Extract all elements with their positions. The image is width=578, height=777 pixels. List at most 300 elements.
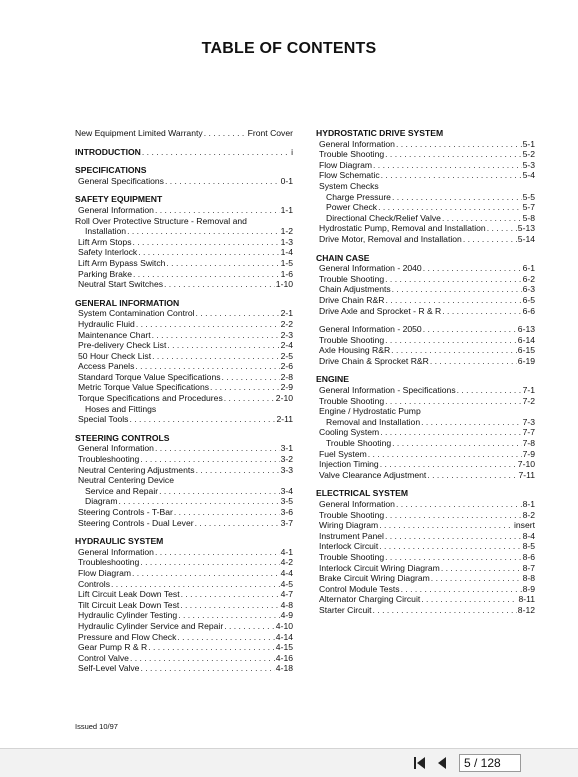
- toc-entry[interactable]: [316, 470, 535, 481]
- toc-entry[interactable]: [75, 653, 293, 664]
- toc-entry[interactable]: [75, 507, 293, 518]
- first-page-icon-glyph: [412, 755, 428, 771]
- toc-entry[interactable]: [316, 459, 535, 470]
- toc-entry-page: 4-1: [280, 546, 293, 557]
- toc-entry-title: Valve Clearance Adjustment: [319, 469, 427, 480]
- toc-entry-title: Hydraulic Cylinder Service and Repair: [78, 620, 224, 631]
- toc-entry-page: 7-3: [522, 416, 535, 427]
- dot-leader: [130, 653, 275, 664]
- first-page-icon[interactable]: [412, 755, 428, 771]
- toc-entry-title: General Information - 2040: [319, 263, 422, 274]
- toc-entry-title: Starter Circuit: [319, 604, 372, 615]
- toc-entry-title: Maintenance Chart: [78, 329, 151, 340]
- dot-leader: [165, 176, 280, 187]
- toc-entry-title: Hydrostatic Pump, Removal and Installation: [319, 223, 486, 234]
- toc-entry[interactable]: [316, 541, 535, 552]
- toc-entry[interactable]: [316, 234, 535, 245]
- toc-entry[interactable]: [75, 269, 293, 280]
- dot-leader: [430, 356, 517, 367]
- toc-entry-title: Control Module Tests: [319, 583, 400, 594]
- toc-entry-title: Fuel System: [319, 448, 367, 459]
- toc-entry-title: Steering Controls - T-Bar: [78, 507, 173, 517]
- toc-entry[interactable]: [75, 393, 293, 404]
- dot-leader: [127, 226, 279, 237]
- toc-entry-title: Torque Specifications and Procedures: [78, 393, 223, 404]
- toc-entry-page: 5-2: [522, 149, 535, 160]
- toc-entry[interactable]: [75, 330, 293, 341]
- dot-leader: [133, 269, 280, 280]
- toc-entry-page: 8-2: [522, 509, 535, 520]
- dot-leader: [385, 274, 521, 285]
- toc-entry-page: 4-14: [275, 631, 293, 642]
- toc-entry-title: Gear Pump R & R: [78, 642, 148, 653]
- toc-entry-page: 4-4: [280, 567, 293, 578]
- dot-leader: [133, 237, 280, 248]
- dot-leader: [224, 621, 275, 632]
- toc-entry-title: 50 Hour Check List: [78, 350, 152, 361]
- toc-entry-title: Power Check: [326, 202, 378, 213]
- dot-leader: [118, 496, 279, 507]
- dot-leader: [392, 438, 521, 449]
- toc-entry-title: Brake Circuit Wiring Diagram: [319, 573, 430, 584]
- toc-entry[interactable]: [316, 335, 535, 346]
- toc-entry-page: 1-1: [280, 204, 293, 215]
- toc-entry[interactable]: [75, 465, 293, 476]
- dot-leader: [385, 295, 521, 306]
- toc-entry[interactable]: [75, 632, 293, 643]
- toc-entry-page: Front Cover: [247, 128, 293, 138]
- toc-entry[interactable]: [316, 510, 535, 521]
- toc-entry[interactable]: [75, 226, 293, 237]
- toc-entry-title: Injection Timing: [319, 459, 379, 470]
- toc-entry-page: 4-7: [280, 589, 293, 600]
- toc-entry[interactable]: [75, 247, 293, 258]
- toc-entry[interactable]: [75, 340, 293, 351]
- section-heading: CHAIN CASE: [316, 252, 370, 263]
- toc-entry[interactable]: [316, 396, 535, 407]
- section-heading: STEERING CONTROLS: [75, 432, 170, 443]
- dot-leader: [385, 552, 521, 563]
- toc-entry[interactable]: [75, 128, 293, 139]
- toc-entry[interactable]: [316, 263, 535, 274]
- toc-entry[interactable]: [75, 176, 293, 187]
- toc-entry-title: Cooling System: [319, 427, 380, 438]
- toc-entry-page: 2-5: [280, 350, 293, 361]
- toc-entry[interactable]: [316, 449, 535, 460]
- viewer-toolbar: [0, 748, 578, 777]
- toc-entry[interactable]: [75, 414, 293, 425]
- toc-entry-page: 7-7: [522, 427, 535, 438]
- dot-leader: [391, 345, 517, 356]
- toc-entry-page: i: [291, 146, 293, 157]
- toc-entry-page: 8-9: [522, 583, 535, 594]
- dot-leader: [392, 284, 522, 295]
- toc-entry[interactable]: [75, 382, 293, 393]
- toc-entry[interactable]: [316, 345, 535, 356]
- dot-leader: [178, 610, 279, 621]
- toc-right-column: [316, 128, 535, 616]
- dot-leader: [166, 258, 279, 269]
- toc-entry-title: Trouble Shooting: [319, 334, 385, 345]
- dot-leader: [427, 470, 517, 481]
- dot-leader: [423, 324, 517, 335]
- section-heading: HYDROSTATIC DRIVE SYSTEM: [316, 128, 444, 138]
- dot-leader: [196, 308, 280, 319]
- toc-entry[interactable]: [75, 279, 293, 290]
- toc-entry[interactable]: [316, 552, 535, 563]
- toc-entry[interactable]: [316, 356, 535, 367]
- dot-leader: [379, 520, 513, 531]
- toc-entry-page: 5-7: [522, 202, 535, 213]
- dot-leader: [441, 563, 522, 574]
- toc-entry-page: 5-14: [517, 233, 535, 244]
- toc-entry-title: Parking Brake: [78, 268, 132, 279]
- dot-leader: [385, 510, 521, 521]
- toc-entry[interactable]: [316, 563, 535, 574]
- toc-entry-page: 7-10: [517, 459, 535, 470]
- section-gap: [316, 366, 535, 374]
- toc-entry-title: Diagram: [85, 496, 118, 507]
- dot-leader: [204, 128, 247, 139]
- toc-entry-page: 3-3: [280, 464, 293, 475]
- toc-entry-page: 2-10: [275, 393, 293, 404]
- dot-leader: [487, 223, 517, 234]
- dot-leader: [378, 202, 521, 213]
- toc-entry[interactable]: [316, 202, 535, 213]
- toc-entry-title: Directional Check/Relief Valve: [326, 212, 441, 223]
- page-number-input[interactable]: 5 / 128: [459, 754, 521, 772]
- dot-leader: [423, 263, 522, 274]
- toc-entry-page: 1-5: [280, 257, 293, 268]
- toc-entry[interactable]: [316, 139, 535, 150]
- toc-entry-title: Drive Chain & Sprocket R&R: [319, 355, 429, 366]
- dot-leader: [373, 160, 522, 171]
- toc-subheading: Engine / Hydrostatic Pump: [319, 406, 421, 417]
- dot-leader: [368, 449, 522, 460]
- dot-leader: [385, 335, 517, 346]
- toc-entry[interactable]: [75, 621, 293, 632]
- toc-entry-page: 7-2: [522, 395, 535, 406]
- toc-entry[interactable]: [75, 547, 293, 558]
- dot-leader: [174, 507, 280, 518]
- toc-entry-title: Trouble Shooting: [319, 149, 385, 160]
- toc-entry[interactable]: [75, 258, 293, 269]
- dot-leader: [431, 573, 522, 584]
- toc-entry[interactable]: [316, 573, 535, 584]
- toc-entry[interactable]: [316, 192, 535, 203]
- section-gap: [316, 480, 535, 488]
- dot-leader: [385, 396, 521, 407]
- toc-entry-title: General Specifications: [78, 175, 164, 186]
- toc-entry-title: INTRODUCTION: [75, 146, 141, 157]
- section-heading: HYDRAULIC SYSTEM: [75, 536, 164, 547]
- dot-leader: [111, 579, 280, 590]
- toc-entry-title: Lift Circuit Leak Down Test: [78, 589, 180, 600]
- toc-entry[interactable]: [316, 605, 535, 616]
- toc-entry-title: Control Valve: [78, 652, 129, 663]
- toc-entry[interactable]: [316, 594, 535, 605]
- toc-entry[interactable]: [75, 319, 293, 330]
- toc-entry-title: Safety Interlock: [78, 247, 138, 258]
- dot-leader: [396, 499, 522, 510]
- toc-entry-page: 6-6: [522, 305, 535, 316]
- toc-entry-title: Steering Controls - Dual Lever: [78, 517, 194, 528]
- toc-entry-title: Trouble Shooting: [319, 395, 385, 406]
- toc-entry-page: 1-10: [275, 279, 293, 290]
- dot-leader: [155, 443, 280, 454]
- toc-entry-title: General Information: [78, 204, 154, 215]
- toc-entry-page: 4-9: [280, 610, 293, 621]
- dot-leader: [180, 600, 279, 611]
- toc-entry-page: 6-14: [517, 334, 535, 345]
- toc-entry-page: 0-1: [280, 175, 293, 186]
- toc-entry-page: 3-4: [280, 485, 293, 496]
- toc-entry-title: Alternator Charging Circuit: [319, 594, 421, 605]
- toc-entry-title: Standard Torque Value Specifications: [78, 371, 221, 382]
- dot-leader: [442, 213, 522, 224]
- toc-entry[interactable]: [75, 589, 293, 600]
- toc-entry-page: 6-1: [522, 263, 535, 274]
- toc-subheading: Roll Over Protective Structure - Removal and: [75, 215, 247, 226]
- dot-leader: [152, 330, 280, 341]
- dot-leader: [210, 382, 280, 393]
- dot-leader: [380, 459, 517, 470]
- toc-entry-page: 1-3: [280, 236, 293, 247]
- toc-entry-page: 5-1: [522, 138, 535, 149]
- section-gap: [75, 425, 293, 433]
- toc-entry-title: Access Panels: [78, 361, 135, 372]
- toc-entry[interactable]: [75, 486, 293, 497]
- dot-leader: [142, 147, 290, 158]
- dot-leader: [421, 594, 517, 605]
- toc-entry[interactable]: [316, 584, 535, 595]
- dot-leader: [373, 605, 517, 616]
- dot-leader: [457, 385, 522, 396]
- section-heading: SAFETY EQUIPMENT: [75, 194, 163, 205]
- toc-entry-page: 4-15: [275, 642, 293, 653]
- toc-entry[interactable]: [75, 351, 293, 362]
- toc-entry-title: Drive Motor, Removal and Installation: [319, 233, 462, 244]
- dot-leader: [164, 279, 275, 290]
- toc-entry-title: Charge Pressure: [326, 191, 391, 202]
- section-heading: GENERAL INFORMATION: [75, 297, 180, 308]
- toc-entry-page: 3-6: [280, 507, 293, 517]
- toc-entry-page: 7-1: [522, 385, 535, 396]
- toc-entry-page: 2-6: [280, 361, 293, 372]
- page-title: TABLE OF CONTENTS: [201, 40, 377, 57]
- toc-entry-page: 1-2: [280, 226, 293, 237]
- toc-entry[interactable]: [316, 149, 535, 160]
- toc-entry-page: 4-16: [275, 652, 293, 663]
- toc-left-column: [75, 128, 293, 674]
- toc-entry-title: Axle Housing R&R: [319, 345, 391, 356]
- toc-entry[interactable]: [75, 443, 293, 454]
- toc-entry-page: 3-1: [280, 443, 293, 454]
- toc-entry-page: 7-11: [518, 469, 535, 480]
- toc-entry-title: Lift Arm Stops: [78, 236, 132, 247]
- toc-entry[interactable]: [75, 600, 293, 611]
- toc-entry-title: Flow Diagram: [319, 159, 373, 170]
- toc-entry-title: New Equipment Limited Warranty: [75, 128, 203, 138]
- toc-entry[interactable]: [316, 284, 535, 295]
- toc-subheading: Neutral Centering Device: [78, 475, 175, 486]
- toc-entry-title: Drive Chain R&R: [319, 294, 385, 305]
- dot-leader: [380, 427, 521, 438]
- toc-entry[interactable]: [316, 324, 535, 335]
- dot-leader: [385, 531, 522, 542]
- toc-entry[interactable]: [75, 237, 293, 248]
- dot-leader: [401, 584, 522, 595]
- toc-entry[interactable]: [316, 438, 535, 449]
- dot-leader: [155, 547, 280, 558]
- toc-entry[interactable]: [75, 579, 293, 590]
- dot-leader: [177, 632, 274, 643]
- toc-entry-page: 2-9: [280, 382, 293, 393]
- toc-entry[interactable]: [316, 274, 535, 285]
- toc-entry-title: General Information: [319, 138, 395, 149]
- section-heading: SPECIFICATIONS: [75, 165, 147, 176]
- toc-entry-page: 2-1: [280, 308, 293, 319]
- toc-entry-page: 8-12: [517, 604, 535, 615]
- toc-entry[interactable]: [75, 147, 293, 158]
- toc-entry-page: 1-6: [280, 268, 293, 279]
- toc-entry-title: Installation: [85, 226, 127, 237]
- toc-entry-title: Interlock Circuit Wiring Diagram: [319, 562, 440, 573]
- toc-entry-title: Wiring Diagram: [319, 520, 379, 531]
- toc-entry-page: 8-8: [522, 573, 535, 584]
- toc-entry-title: Neutral Start Switches: [78, 279, 164, 290]
- section-gap: [316, 245, 535, 253]
- toc-entry-title: General Information - 2050: [319, 324, 422, 335]
- toc-entry[interactable]: [316, 295, 535, 306]
- toc-entry[interactable]: [75, 454, 293, 465]
- toc-entry-title: Interlock Circuit: [319, 541, 379, 552]
- toc-entry-title: Trouble Shooting: [319, 273, 385, 284]
- toc-entry-page: 8-7: [522, 562, 535, 573]
- dot-leader: [132, 568, 280, 579]
- toc-entry-title: Service and Repair: [85, 485, 159, 496]
- toc-entry-title: Tilt Circuit Leak Down Test: [78, 599, 180, 610]
- toc-entry[interactable]: [75, 642, 293, 653]
- toc-entry-title: System Contamination Control: [78, 308, 195, 319]
- toc-entry[interactable]: [75, 663, 293, 674]
- toc-entry[interactable]: [75, 518, 293, 529]
- toc-entry[interactable]: [316, 223, 535, 234]
- toc-entry-title: Hydraulic Fluid: [78, 318, 135, 329]
- dot-leader: [381, 170, 522, 181]
- toc-entry-page: 6-5: [522, 294, 535, 305]
- toc-entry[interactable]: [316, 306, 535, 317]
- section-gap: [75, 157, 293, 165]
- toc-entry[interactable]: [75, 496, 293, 507]
- toc-entry-page: 3-2: [280, 454, 293, 465]
- dot-leader: [148, 642, 275, 653]
- toc-entry[interactable]: [75, 361, 293, 372]
- dot-leader: [222, 372, 280, 383]
- toc-entry[interactable]: [316, 520, 535, 531]
- toc-entry[interactable]: [316, 170, 535, 181]
- toc-entry[interactable]: [75, 557, 293, 568]
- dot-leader: [135, 361, 279, 372]
- toc-entry-page: 2-11: [276, 414, 293, 425]
- toc-entry-page: 6-13: [517, 324, 535, 335]
- toc-entry-title: Pre-delivery Check List: [78, 340, 167, 351]
- dot-leader: [155, 205, 280, 216]
- toc-entry-title: Metric Torque Value Specifications: [78, 382, 210, 393]
- toc-entry-title: Trouble Shooting: [319, 551, 385, 562]
- previous-page-icon-glyph: [434, 755, 450, 771]
- dot-leader: [140, 454, 279, 465]
- toc-entry-title: Self-Level Valve: [78, 663, 140, 674]
- toc-entry[interactable]: [316, 427, 535, 438]
- dot-leader: [167, 340, 279, 351]
- toc-entry-title: Flow Diagram: [78, 567, 132, 578]
- toc-entry-page: 5-3: [522, 159, 535, 170]
- dot-leader: [196, 465, 280, 476]
- toc-entry[interactable]: [316, 417, 535, 428]
- toc-entry[interactable]: [75, 308, 293, 319]
- toc-entry-page: 8-11: [518, 594, 535, 605]
- dot-leader: [138, 247, 279, 258]
- toc-entry[interactable]: [316, 213, 535, 224]
- dot-leader: [463, 234, 517, 245]
- toc-entry[interactable]: [75, 568, 293, 579]
- dot-leader: [224, 393, 275, 404]
- toc-entry-title: Instrument Panel: [319, 530, 384, 541]
- dot-leader: [421, 417, 521, 428]
- toc-entry-title: Removal and Installation: [326, 416, 421, 427]
- toc-entry-page: 4-18: [275, 663, 293, 674]
- toc-entry-title: Troubleshooting: [78, 454, 140, 465]
- section-gap: [75, 290, 293, 298]
- dot-leader: [140, 557, 279, 568]
- toc-entry-page: 5-4: [522, 170, 535, 181]
- toc-entry[interactable]: [316, 499, 535, 510]
- toc-entry-title: Lift Arm Bypass Switch: [78, 257, 166, 268]
- toc-entry-page: 4-10: [275, 620, 293, 631]
- toc-entry[interactable]: [75, 610, 293, 621]
- toc-entry-page: 6-3: [522, 284, 535, 295]
- previous-page-icon[interactable]: [434, 755, 450, 771]
- toc-entry-title: Neutral Centering Adjustments: [78, 464, 195, 475]
- toc-entry-title: General Information - Specifications: [319, 385, 456, 396]
- toc-entry-title: Flow Schematic: [319, 170, 380, 181]
- toc-entry-page: 4-5: [280, 578, 293, 589]
- toc-entry[interactable]: [316, 385, 535, 396]
- section-heading: ENGINE: [316, 374, 349, 385]
- toc-entry-page: 8-4: [522, 530, 535, 541]
- toc-entry-title: Trouble Shooting: [326, 438, 392, 449]
- toc-entry-page: 8-6: [522, 551, 535, 562]
- toc-entry-page: 2-8: [280, 371, 293, 382]
- toc-entry[interactable]: [316, 531, 535, 542]
- toc-entry[interactable]: [75, 205, 293, 216]
- toc-entry-page: 1-4: [280, 247, 293, 258]
- section-gap: [316, 316, 535, 324]
- toc-subheading: System Checks: [319, 180, 379, 191]
- toc-entry-title: Trouble Shooting: [319, 509, 385, 520]
- toc-entry-page: 6-15: [517, 345, 535, 356]
- toc-entry-title: Pressure and Flow Check: [78, 631, 177, 642]
- toc-entry-page: insert: [513, 520, 535, 531]
- toc-entry-page: 7-9: [522, 448, 535, 459]
- toc-entry[interactable]: [75, 372, 293, 383]
- toc-entry-title: Controls: [78, 578, 110, 589]
- section-gap: [75, 186, 293, 194]
- toc-entry-page: 4-8: [280, 599, 293, 610]
- toc-entry[interactable]: [316, 160, 535, 171]
- dot-leader: [442, 306, 521, 317]
